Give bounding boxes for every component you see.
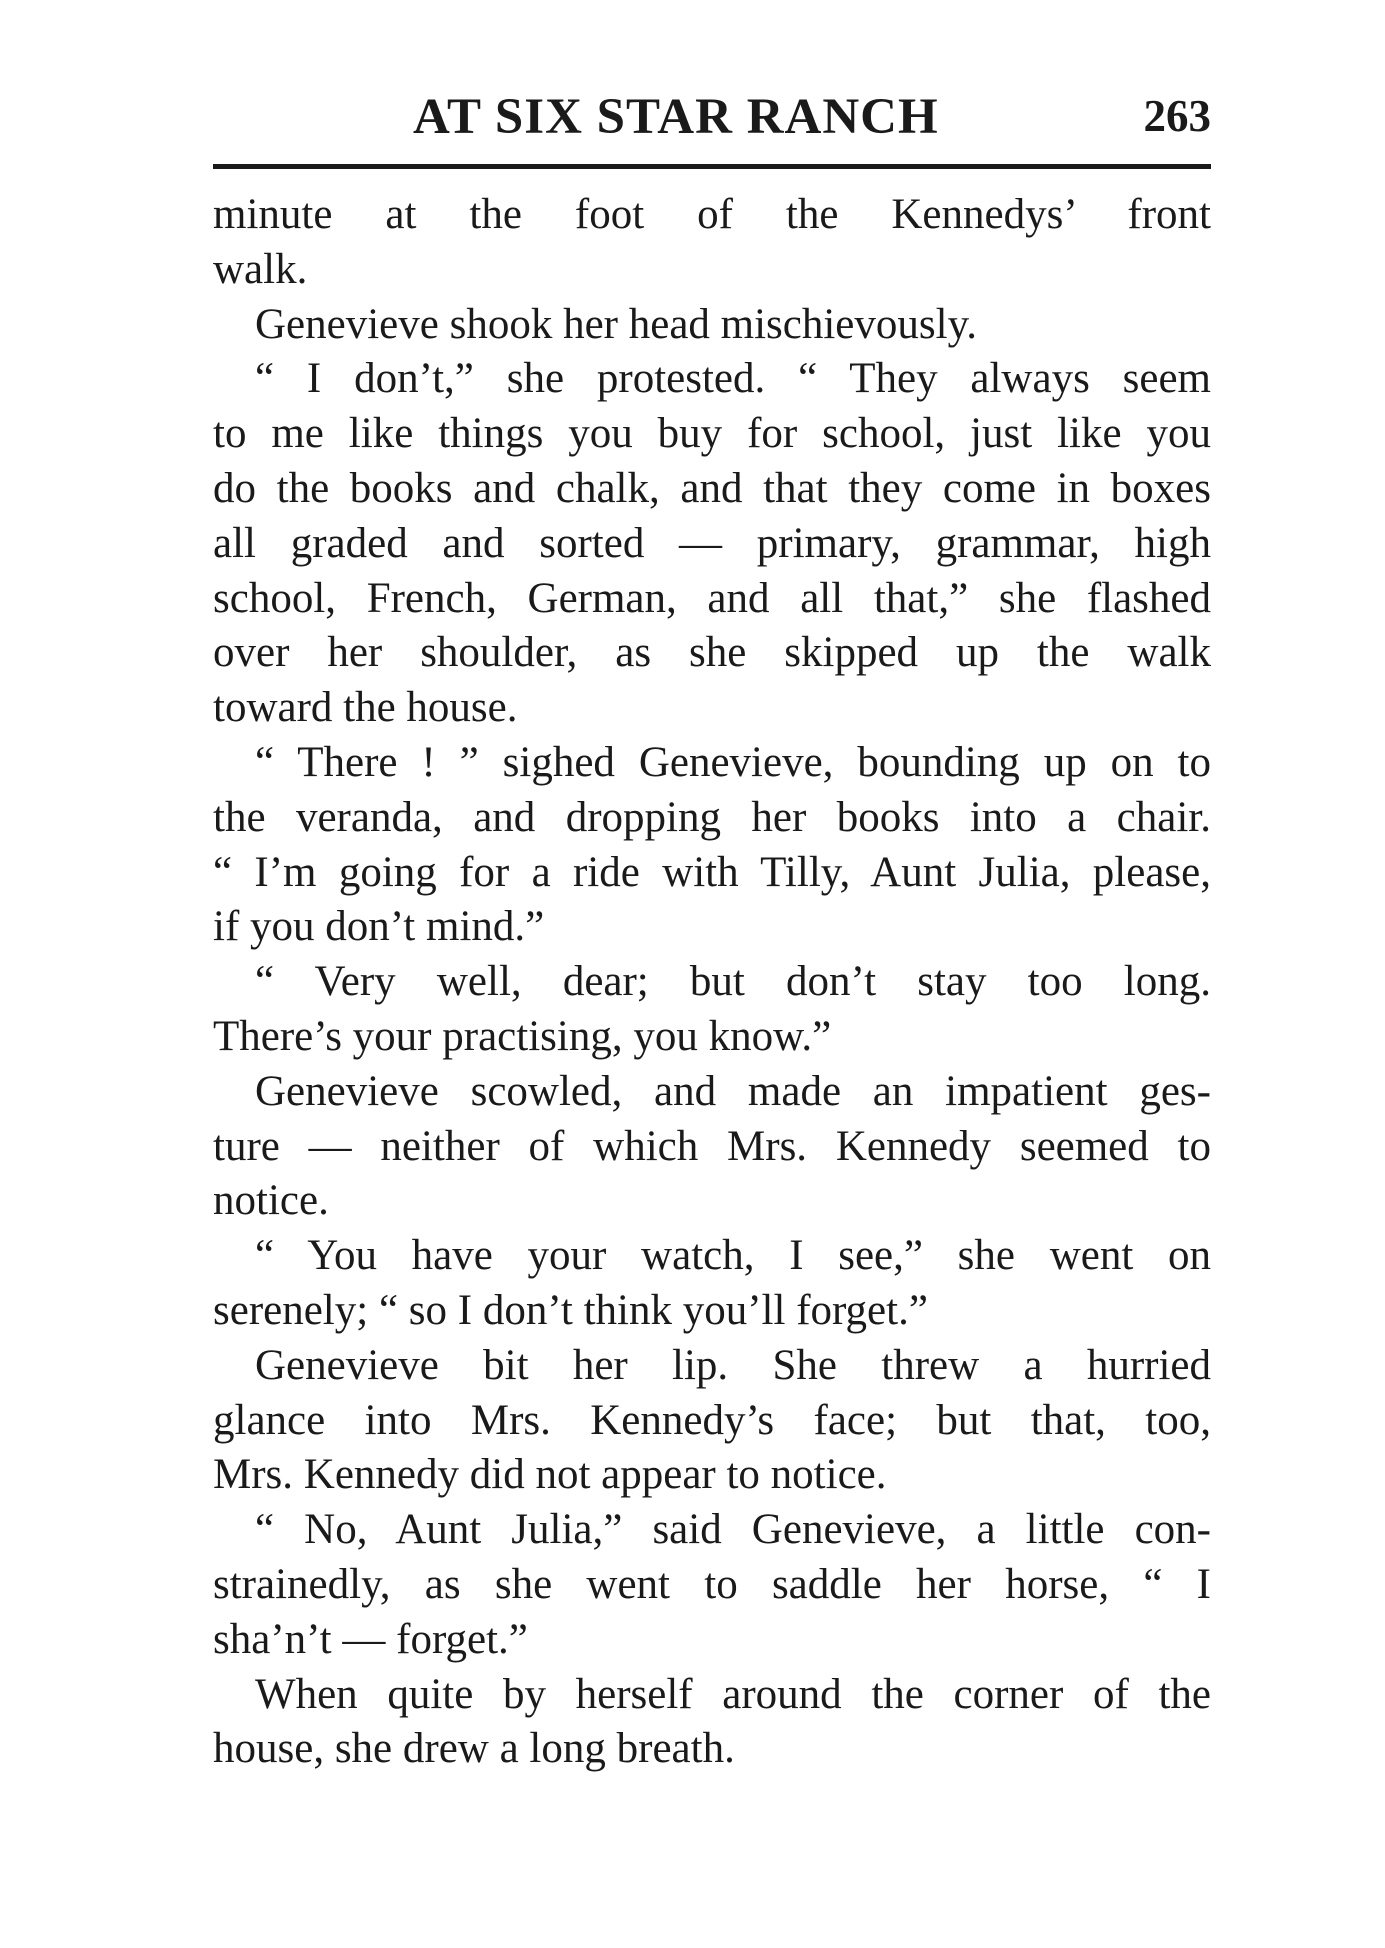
text-line: house, she drew a long breath.: [213, 1725, 735, 1773]
header-rule: [213, 164, 1211, 169]
text-line: Genevieve scowled, and made an impatient ges-: [255, 1067, 1211, 1115]
running-title: AT SIX STAR RANCH: [413, 89, 939, 145]
text-line: There’s your practising, you know.”: [213, 1012, 832, 1060]
text-line: “ You have your watch, I see,” she went on: [255, 1232, 1211, 1280]
text-line: “ I’m going for a ride with Tilly, Aunt Julia, please,: [213, 848, 1211, 896]
text-line: “ I don’t,” she protested. “ They always seem: [255, 355, 1211, 403]
text-line: “ Very well, dear; but don’t stay too long.: [255, 958, 1211, 1006]
text-line: Genevieve bit her lip. She threw a hurried: [255, 1341, 1211, 1389]
text-line: Mrs. Kennedy did not appear to notice.: [213, 1451, 887, 1499]
text-line: minute at the foot of the Kennedys’ front: [213, 191, 1211, 238]
text-line: toward the house.: [213, 684, 518, 732]
text-line: Genevieve shook her head mischievously.: [255, 300, 978, 348]
text-line: school, French, German, and all that,” she flashed: [213, 574, 1211, 622]
text-line: glance into Mrs. Kennedy’s face; but that, too,: [213, 1396, 1211, 1444]
text-line: ture — neither of which Mrs. Kennedy seemed to: [213, 1122, 1211, 1170]
text-line: if you don’t mind.”: [213, 903, 545, 951]
text-line: “ There ! ” sighed Genevieve, bounding up on to: [255, 738, 1211, 786]
text-line: walk.: [213, 245, 308, 293]
text-line: serenely; “ so I don’t think you’ll forget.”: [213, 1286, 928, 1334]
body-text: [213, 188, 1211, 1777]
text-line: the veranda, and dropping her books into a chair.: [213, 793, 1211, 841]
text-line: all graded and sorted — primary, grammar, high: [213, 519, 1211, 567]
text-line: When quite by herself around the corner of the: [255, 1670, 1211, 1718]
page-number: 263: [1143, 91, 1211, 141]
text-line: sha’n’t — forget.”: [213, 1615, 528, 1663]
text-line: over her shoulder, as she skipped up the walk: [213, 629, 1211, 677]
text-line: strainedly, as she went to saddle her horse, “ I: [213, 1560, 1211, 1608]
text-line: to me like things you buy for school, just like you: [213, 410, 1211, 458]
text-line: notice.: [213, 1177, 329, 1225]
text-line: “ No, Aunt Julia,” said Genevieve, a little con-: [255, 1506, 1211, 1554]
text-line: do the books and chalk, and that they come in boxes: [213, 464, 1211, 512]
page-header: [213, 88, 1211, 148]
